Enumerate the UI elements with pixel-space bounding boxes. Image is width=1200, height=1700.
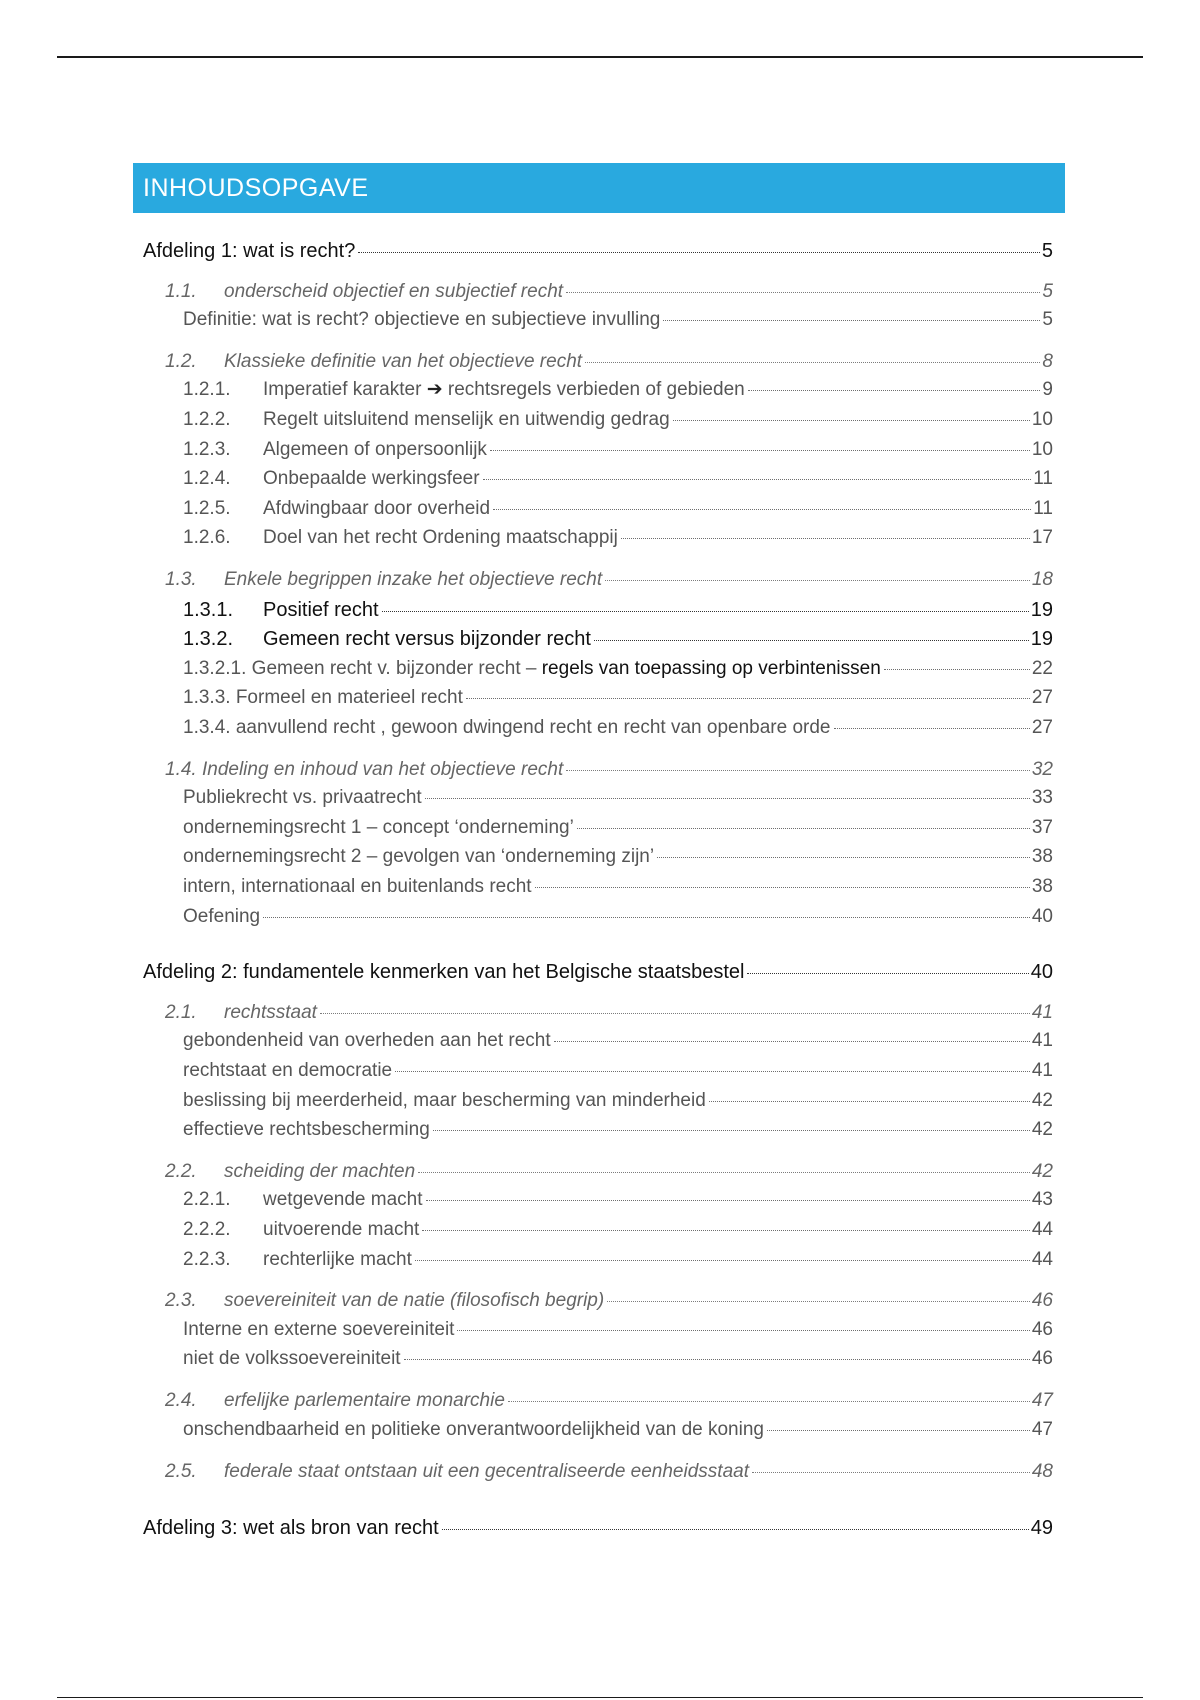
toc-entry-1-3-1[interactable]: 1.3.1. Positief recht 19 [183,599,1053,621]
toc-entry-2-3[interactable]: 2.3. soevereiniteit van de natie (filosofisch begrip) 46 [165,1290,1053,1311]
page-number: 40 [1030,961,1053,983]
toc-entry-1-2-4[interactable]: 1.2.4. Onbepaalde werkingsfeer 11 [183,468,1053,489]
toc-entry-1-3-3[interactable]: 1.3.3. Formeel en materieel recht 27 [183,687,1053,708]
toc-entry-afdeling-2[interactable]: Afdeling 2: fundamentele kenmerken van het Belgische staatsbestel 40 [143,961,1053,983]
toc-entry-1-3[interactable]: 1.3. Enkele begrippen inzake het objectieve recht 18 [165,569,1053,590]
page-number: 17 [1031,527,1053,548]
toc-entry-1-2[interactable]: 1.2. Klassieke definitie van het objectieve recht 8 [165,351,1053,372]
page-number: 44 [1031,1219,1053,1240]
toc-entry-definitie[interactable]: Definitie: wat is recht? objectieve en subjectieve invulling 5 [183,309,1053,330]
page-number: 19 [1030,599,1053,621]
page-number: 41 [1031,1060,1053,1081]
toc-entry-ondernemingsrecht-2[interactable]: ondernemingsrecht 2 – gevolgen van ‘onderneming zijn’ 38 [183,846,1053,867]
toc-entry-2-2[interactable]: 2.2. scheiding der machten 42 [165,1161,1053,1182]
page-number: 19 [1030,628,1053,650]
toc-entry-1-2-2[interactable]: 1.2.2. Regelt uitsluitend menselijk en uitwendig gedrag 10 [183,409,1053,430]
page-number: 40 [1031,906,1053,927]
page-number: 47 [1031,1419,1053,1440]
page-number: 38 [1031,846,1053,867]
toc-entry-1-3-2-1[interactable]: 1.3.2.1. Gemeen recht v. bijzonder recht – regels van toepassing op verbintenissen 22 [183,658,1053,679]
toc-entry-ondernemingsrecht-1[interactable]: ondernemingsrecht 1 – concept ‘onderneming’ 37 [183,817,1053,838]
toc-entry-1-1[interactable]: 1.1. onderscheid objectief en subjectief recht 5 [165,281,1053,302]
toc-entry-afdeling-3[interactable]: Afdeling 3: wet als bron van recht 49 [143,1517,1053,1539]
toc-entry-1-2-6[interactable]: 1.2.6. Doel van het recht Ordening maatschappij 17 [183,527,1053,548]
toc-entry-soevereiniteit[interactable]: Interne en externe soevereiniteit 46 [183,1319,1053,1340]
page-number: 41 [1031,1002,1053,1023]
page-number: 27 [1031,717,1053,738]
page-number: 42 [1031,1161,1053,1182]
toc-entry-onschendbaarheid[interactable]: onschendbaarheid en politieke onverantwoordelijkheid van de koning 47 [183,1419,1053,1440]
page-number: 38 [1031,876,1053,897]
page-number: 9 [1042,379,1053,400]
toc-entry-1-2-1[interactable]: 1.2.1. Imperatief karakter ➔ rechtsregels verbieden of gebieden 9 [183,379,1053,400]
toc-entry-gebondenheid[interactable]: gebondenheid van overheden aan het recht 41 [183,1030,1053,1051]
page-number: 10 [1031,409,1053,430]
toc-entry-publiekrecht[interactable]: Publiekrecht vs. privaatrecht 33 [183,787,1053,808]
page-number: 46 [1031,1290,1053,1311]
toc-entry-1-3-4[interactable]: 1.3.4. aanvullend recht , gewoon dwingend recht en recht van openbare orde 27 [183,717,1053,738]
toc-entry-rechtsbescherming[interactable]: effectieve rechtsbescherming 42 [183,1119,1053,1140]
toc-entry-2-1[interactable]: 2.1. rechtsstaat 41 [165,1002,1053,1023]
page-number: 27 [1031,687,1053,708]
page-number: 5 [1042,309,1053,330]
toc-entry-volkssoevereiniteit[interactable]: niet de volkssoevereiniteit 46 [183,1348,1053,1369]
page-number: 22 [1031,658,1053,679]
page-number: 42 [1031,1119,1053,1140]
page-number: 32 [1031,759,1053,780]
page-number: 46 [1031,1348,1053,1369]
page-number: 43 [1031,1189,1053,1210]
page-number: 33 [1031,787,1053,808]
page-number: 37 [1031,817,1053,838]
page-number: 49 [1030,1517,1053,1539]
page-number: 41 [1031,1030,1053,1051]
page-number: 44 [1031,1249,1053,1270]
arrow-right-icon: ➔ [426,379,443,400]
page-number: 11 [1033,498,1053,519]
page-number: 47 [1031,1390,1053,1411]
page-number: 5 [1042,281,1053,302]
toc-entry-1-2-5[interactable]: 1.2.5. Afdwingbaar door overheid 11 [183,498,1053,519]
toc-entry-afdeling-1[interactable]: Afdeling 1: wat is recht? 5 [143,240,1053,262]
toc-entry-meerderheid[interactable]: beslissing bij meerderheid, maar bescherming van minderheid 42 [183,1090,1053,1111]
toc-entry-intern-recht[interactable]: intern, internationaal en buitenlands recht 38 [183,876,1053,897]
page-number: 10 [1031,439,1053,460]
toc-entry-2-2-3[interactable]: 2.2.3. rechterlijke macht 44 [183,1249,1053,1270]
page-number: 46 [1031,1319,1053,1340]
toc-entry-rechtstaat-democratie[interactable]: rechtstaat en democratie 41 [183,1060,1053,1081]
page-number: 8 [1042,351,1053,372]
toc-entry-2-2-1[interactable]: 2.2.1. wetgevende macht 43 [183,1189,1053,1210]
page-number: 18 [1031,569,1053,590]
page-number: 5 [1041,240,1053,262]
toc-entry-1-2-3[interactable]: 1.2.3. Algemeen of onpersoonlijk 10 [183,439,1053,460]
toc-entry-1-3-2[interactable]: 1.3.2. Gemeen recht versus bijzonder recht 19 [183,628,1053,650]
toc-entry-oefening[interactable]: Oefening 40 [183,906,1053,927]
toc-entry-2-2-2[interactable]: 2.2.2. uitvoerende macht 44 [183,1219,1053,1240]
page-number: 11 [1033,468,1053,489]
footer-rule [57,1697,1143,1698]
toc-entry-2-4[interactable]: 2.4. erfelijke parlementaire monarchie 47 [165,1390,1053,1411]
page-number: 48 [1031,1461,1053,1482]
toc-entry-2-5[interactable]: 2.5. federale staat ontstaan uit een gecentraliseerde eenheidsstaat 48 [165,1461,1053,1482]
toc-heading: INHOUDSOPGAVE [143,174,369,202]
toc-entry-1-4[interactable]: 1.4. Indeling en inhoud van het objectieve recht 32 [165,759,1053,780]
page-number: 42 [1031,1090,1053,1111]
